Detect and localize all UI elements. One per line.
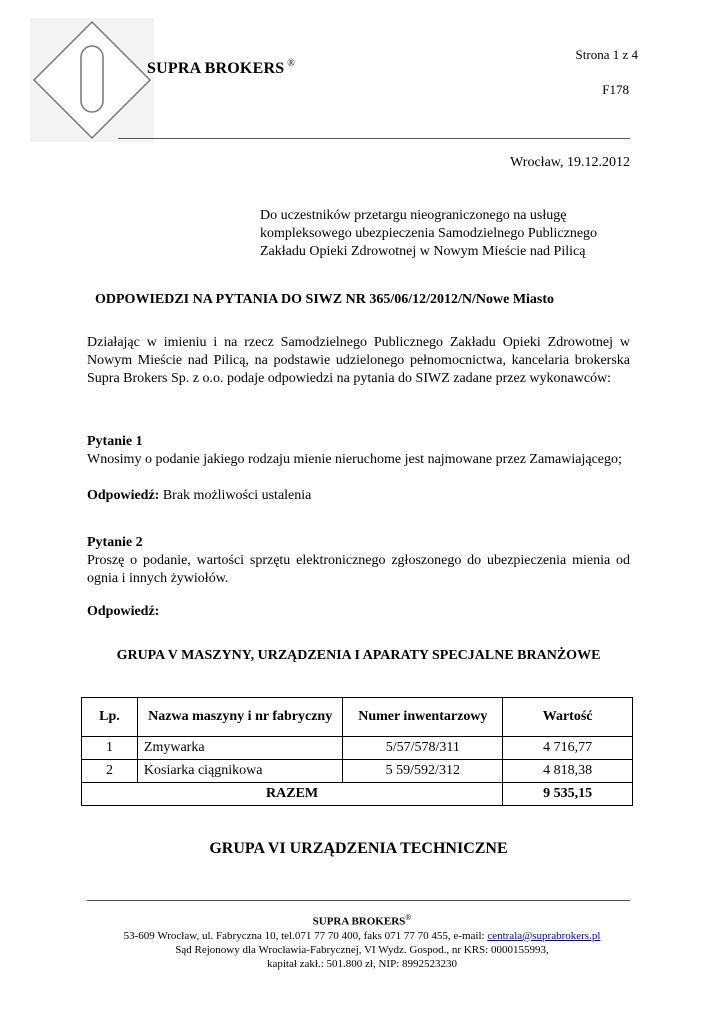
brand-name: SUPRA BROKERS ®	[147, 58, 296, 77]
footer-address: 53-609 Wrocław, ul. Fabryczna 10, tel.071 77 70 400, faks 071 77 70 455, e-mail: centrala@suprabrokers.pl	[123, 929, 601, 942]
table-cell: 5/57/578/311	[343, 737, 503, 760]
question-1-answer	[87, 487, 630, 505]
registered-mark: ®	[287, 58, 296, 69]
column-header: Numer inwentarzowy	[343, 698, 503, 737]
group-6-title: GRUPA VI URZĄDZENIA TECHNICZNE	[209, 840, 508, 857]
form-code: F178	[602, 82, 629, 97]
table-total-row	[82, 783, 633, 806]
question-2-answer-label: Odpowiedź:	[87, 604, 160, 619]
answer-label: Odpowiedź:	[87, 488, 160, 503]
table-cell: 4 818,38	[503, 760, 633, 783]
question-1-title: Pytanie 1	[87, 434, 143, 449]
footer-court: Sąd Rejonowy dla Wrocławia-Fabrycznej, VI Wydz. Gospod., nr KRS: 0000155993,	[175, 943, 549, 956]
recipient-block: Do uczestników przetargu nieograniczonego na usługę kompleksowego ubezpieczenia Samodzielnego Publicznego Zakładu Opieki Zdrowotnej w Nowym Mieście nad Pilicą	[260, 208, 598, 259]
table-header-row	[82, 698, 633, 737]
question-2-title: Pytanie 2	[87, 535, 143, 550]
column-header: Lp.	[82, 698, 138, 737]
table-cell: Zmywarka	[137, 737, 343, 760]
table-cell: Kosiarka ciągnikowa	[137, 760, 343, 783]
column-header: Wartość	[503, 698, 633, 737]
intro-paragraph: Działając w imieniu i na rzecz Samodzielnego Publicznego Zakładu Opieki Zdrowotnej w Nowym Mieście nad Pilicą, na podstawie udzielonego pełnomocnictwa, kancelaria brokerska Supra Brokers Sp. z o.o. podaje odpowiedzi na pytania do SIWZ zadane przez wykonawców:	[87, 335, 630, 386]
table-row	[82, 737, 633, 760]
total-value: 9 535,15	[503, 783, 633, 806]
footer-divider	[87, 900, 630, 901]
footer-capital: kapitał zakł.: 501.800 zł, NIP: 8992523230	[266, 957, 458, 970]
table-row	[82, 760, 633, 783]
total-label: RAZEM	[82, 783, 503, 806]
column-header: Nazwa maszyny i nr fabryczny	[137, 698, 343, 737]
answer-text: Brak możliwości ustalenia	[159, 488, 312, 503]
group-5-title: GRUPA V MASZYNY, URZĄDZENIA I APARATY SPECJALNE BRANŻOWE	[116, 648, 601, 663]
header-divider	[118, 138, 630, 139]
letter-date: Wrocław, 19.12.2012	[510, 155, 630, 170]
table-cell: 5 59/592/312	[343, 760, 503, 783]
table-cell: 1	[82, 737, 138, 760]
page-number: Strona 1 z 4	[575, 47, 638, 62]
footer	[87, 911, 637, 971]
supra-brokers-logo	[30, 18, 154, 142]
table-cell: 2	[82, 760, 138, 783]
question-2-text: Proszę o podanie, wartości sprzętu elektronicznego zgłoszonego do ubezpieczenia mienia od ognia i innych żywiołów.	[87, 553, 630, 586]
document-heading: ODPOWIEDZI NA PYTANIA DO SIWZ NR 365/06/12/2012/N/Nowe Miasto	[95, 292, 555, 307]
email-link[interactable]: centrala@suprabrokers.pl	[487, 929, 601, 942]
footer-brand: SUPRA BROKERS®	[312, 913, 412, 928]
table-cell: 4 716,77	[503, 737, 633, 760]
question-1-text: Wnosimy o podanie jakiego rodzaju mienie nieruchome jest najmowane przez Zamawiającego;	[87, 452, 622, 467]
equipment-table	[81, 697, 633, 806]
